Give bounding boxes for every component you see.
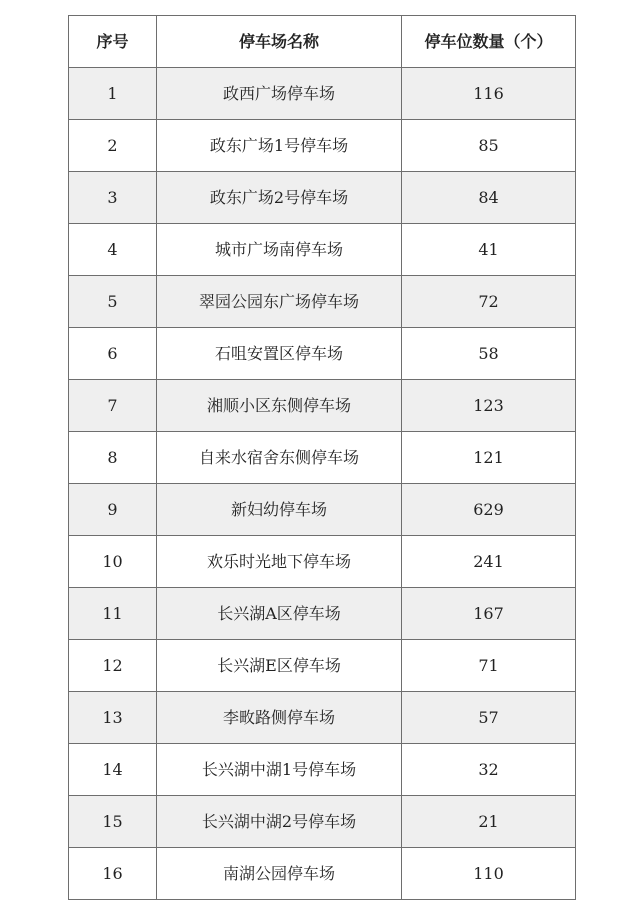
- cell-index: 6: [69, 328, 157, 380]
- cell-name: 城市广场南停车场: [157, 224, 402, 276]
- cell-index: 8: [69, 432, 157, 484]
- cell-count: 21: [402, 796, 576, 848]
- cell-count: 41: [402, 224, 576, 276]
- table-row: [69, 692, 576, 744]
- header-row: [69, 16, 576, 68]
- cell-name: 南湖公园停车场: [157, 848, 402, 900]
- cell-name: 石咀安置区停车场: [157, 328, 402, 380]
- cell-index: 4: [69, 224, 157, 276]
- cell-name: 翠园公园东广场停车场: [157, 276, 402, 328]
- cell-index: 14: [69, 744, 157, 796]
- cell-count: 85: [402, 120, 576, 172]
- cell-index: 2: [69, 120, 157, 172]
- cell-name: 欢乐时光地下停车场: [157, 536, 402, 588]
- cell-count: 58: [402, 328, 576, 380]
- cell-index: 5: [69, 276, 157, 328]
- table-row: [69, 172, 576, 224]
- cell-count: 123: [402, 380, 576, 432]
- cell-name: 长兴湖中湖1号停车场: [157, 744, 402, 796]
- cell-count: 167: [402, 588, 576, 640]
- table-row: [69, 744, 576, 796]
- cell-name: 新妇幼停车场: [157, 484, 402, 536]
- table-row: [69, 380, 576, 432]
- table-row: [69, 640, 576, 692]
- table-row: [69, 796, 576, 848]
- cell-index: 10: [69, 536, 157, 588]
- cell-index: 13: [69, 692, 157, 744]
- cell-name: 长兴湖E区停车场: [157, 640, 402, 692]
- table-row: [69, 536, 576, 588]
- cell-index: 9: [69, 484, 157, 536]
- header-name: 停车场名称: [157, 16, 402, 68]
- cell-name: 湘顺小区东侧停车场: [157, 380, 402, 432]
- cell-name: 政东广场2号停车场: [157, 172, 402, 224]
- cell-index: 12: [69, 640, 157, 692]
- table-row: [69, 328, 576, 380]
- cell-name: 自来水宿舍东侧停车场: [157, 432, 402, 484]
- cell-name: 长兴湖A区停车场: [157, 588, 402, 640]
- cell-name: 政西广场停车场: [157, 68, 402, 120]
- table-row: [69, 276, 576, 328]
- cell-count: 121: [402, 432, 576, 484]
- cell-name: 政东广场1号停车场: [157, 120, 402, 172]
- cell-count: 116: [402, 68, 576, 120]
- cell-index: 7: [69, 380, 157, 432]
- table-row: [69, 848, 576, 900]
- cell-count: 57: [402, 692, 576, 744]
- table-row: [69, 224, 576, 276]
- cell-index: 11: [69, 588, 157, 640]
- cell-count: 72: [402, 276, 576, 328]
- table-row: [69, 588, 576, 640]
- cell-name: 李畋路侧停车场: [157, 692, 402, 744]
- cell-count: 71: [402, 640, 576, 692]
- cell-index: 15: [69, 796, 157, 848]
- cell-count: 241: [402, 536, 576, 588]
- header-index: 序号: [69, 16, 157, 68]
- cell-index: 16: [69, 848, 157, 900]
- cell-name: 长兴湖中湖2号停车场: [157, 796, 402, 848]
- table-row: [69, 120, 576, 172]
- cell-count: 84: [402, 172, 576, 224]
- cell-count: 32: [402, 744, 576, 796]
- cell-count: 629: [402, 484, 576, 536]
- cell-index: 3: [69, 172, 157, 224]
- header-count: 停车位数量（个）: [402, 16, 576, 68]
- table-row: [69, 68, 576, 120]
- cell-count: 110: [402, 848, 576, 900]
- parking-lot-table: [68, 15, 576, 900]
- table-row: [69, 432, 576, 484]
- cell-index: 1: [69, 68, 157, 120]
- table-row: [69, 484, 576, 536]
- table-header: [69, 16, 576, 68]
- table-body: [69, 68, 576, 900]
